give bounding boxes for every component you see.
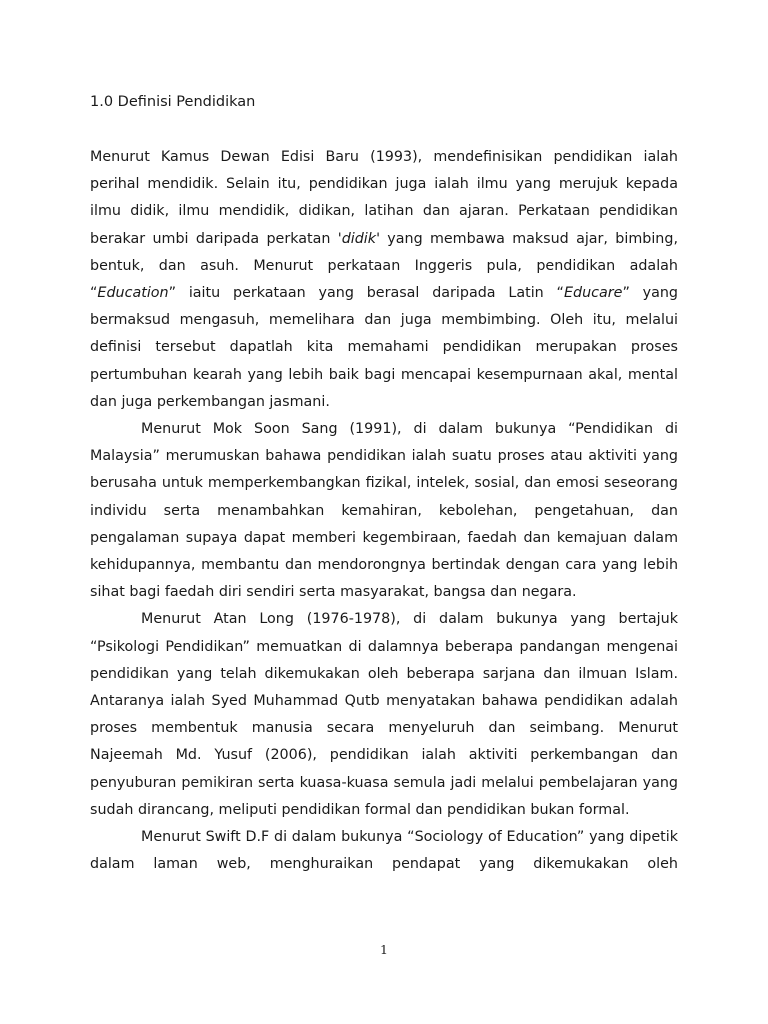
- text-run: Menurut Kamus Dewan Edisi Baru (1993), mendefinisikan pendidikan ialah perihal mendidik. Selain itu, pendidikan juga ialah ilmu yang merujuk kepada ilmu didik, ilmu mendidik, didikan, latihan dan ajaran. Perkataan pendidikan berakar umbi daripada perkatan ': [90, 149, 678, 247]
- text-run: Menurut Swift D.F di dalam bukunya “Sociology of Education” yang dipetik dalam laman web, menghuraikan pendapat yang dikemukakan oleh: [90, 829, 678, 873]
- text-run: ' yang membawa maksud ajar, bimbing, bentuk, dan asuh. Menurut perkataan Inggeris pula, pendidikan adalah “: [90, 230, 678, 302]
- paragraph: [90, 606, 678, 824]
- italic-term: Education: [97, 285, 169, 302]
- text-run: ” iaitu perkataan yang berasal daripada Latin “: [168, 285, 564, 302]
- page-number: 1: [380, 942, 388, 957]
- italic-term: Educare: [563, 285, 623, 302]
- text-run: Menurut Mok Soon Sang (1991), di dalam bukunya “Pendidikan di Malaysia” merumuskan bahawa pendidikan ialah suatu proses atau aktiviti yang berusaha untuk memperkembangkan fizikal, intelek, sosial, dan emosi seseorang individu serta menambahkan kemahiran, kebolehan, pengetahuan, dan pengalaman supaya dapat memberi kegembiraan, faedah dan kemajuan dalam kehidupannya, membantu dan mendorongnya bertindak dengan cara yang lebih sihat bagi faedah diri sendiri serta masyarakat, bangsa dan negara.: [90, 421, 678, 601]
- italic-term: didik: [341, 230, 377, 247]
- paragraph: [90, 416, 678, 606]
- section-heading: 1.0 Definisi Pendidikan: [90, 94, 256, 110]
- paragraph: [90, 144, 678, 416]
- document-page: [90, 0, 678, 1024]
- body-text: [90, 144, 678, 878]
- paragraph: [90, 824, 678, 878]
- text-run: ” yang bermaksud mengasuh, memelihara dan juga membimbing. Oleh itu, melalui definisi tersebut dapatlah kita memahami pendidikan merupakan proses pertumbuhan kearah yang lebih baik bagi mencapai kesempurnaan akal, mental dan juga perkembangan jasmani.: [90, 285, 679, 410]
- text-run: Menurut Atan Long (1976-1978), di dalam bukunya yang bertajuk “Psikologi Pendidikan” memuatkan di dalamnya beberapa pandangan mengenai pendidikan yang telah dikemukakan oleh beberapa sarjana dan ilmuan Islam. Antaranya ialah Syed Muhammad Qutb menyatakan bahawa pendidikan adalah proses membentuk manusia secara menyeluruh dan seimbang. Menurut Najeemah Md. Yusuf (2006), pendidikan ialah aktiviti perkembangan dan penyuburan pemikiran serta kuasa-kuasa semula jadi melalui pembelajaran yang sudah dirancang, meliputi pendidikan formal dan pendidikan bukan formal.: [90, 611, 678, 818]
